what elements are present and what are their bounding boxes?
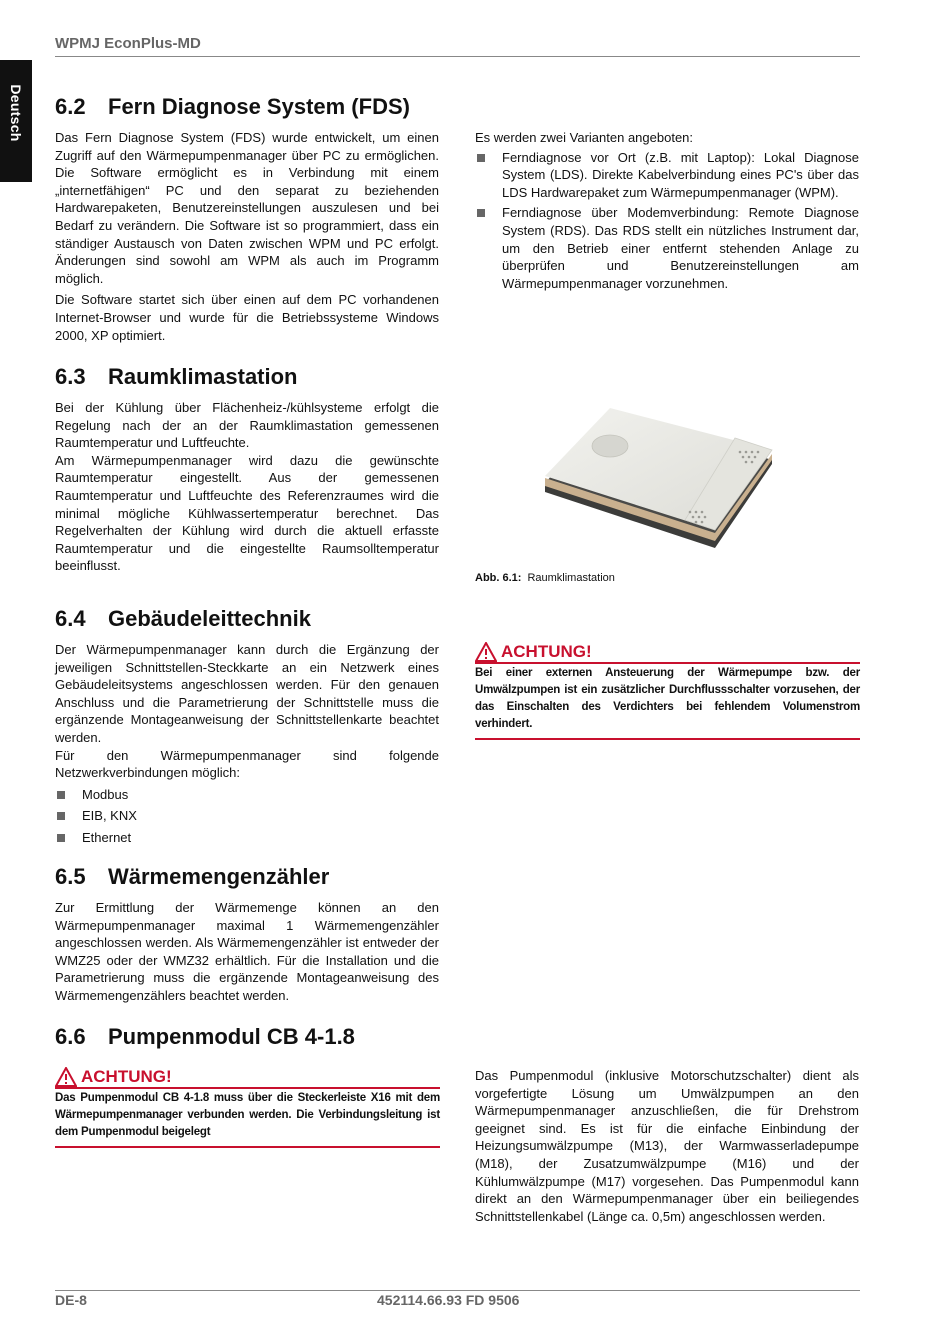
section-6-5-text — [55, 899, 439, 1009]
document-number: 452114.66.93 FD 9506 — [377, 1292, 520, 1308]
warning-triangle-icon — [475, 642, 497, 662]
paragraph: Für den Wärmepumpenmanager sind folgende Netzwerkverbindungen möglich: — [55, 747, 439, 781]
paragraph: Der Wärmepumpenmanager kann durch die Ergänzung der jeweiligen Schnittstellen-Steckkarte an ein Netzwerk eines Gebäudeleitsystems angeschlossen werden. Für den genauen Anschluss und die Parametrierung der Schnittstelle muss die ergänzende Montageanweisung der Schnittstellenkarte beachtet werden. — [55, 642, 439, 745]
warning-title: ACHTUNG! — [81, 1067, 172, 1086]
list-item: Ethernet — [55, 829, 439, 847]
header-rule — [55, 56, 860, 57]
figure-caption-text: Raumklimastation — [527, 572, 615, 584]
section-heading-6-3 — [55, 364, 298, 390]
warning-text: Bei einer externen Ansteuerung der Wärmepumpe bzw. der Umwälzpumpen ist ein zusätzlicher Durchflussschalter vorzusehen, der das Einschalten des Verdichters bei fehlendem Volumenstrom verhindert. — [475, 662, 860, 740]
section-6-3-text — [55, 399, 439, 579]
section-heading-6-5 — [55, 864, 329, 890]
warning-box-6-6 — [55, 1067, 440, 1148]
section-title: Gebäudeleittechnik — [108, 606, 311, 631]
warning-box-6-4 — [475, 642, 860, 740]
warning-header — [55, 1067, 440, 1087]
paragraph: Am Wärmepumpenmanager wird dazu die gewünschte Raumtemperatur eingestellt. Aus der gemessenen Raumtemperatur und Luftfeuchte des Referenzraumes wird die minimal mögliche Kühlwassertemperatur berechnet. Das Regelverhalten der Kühlung wird durch die aktuell erfasste Raumtemperatur und die eingestellte Raumsolltemperatur beeinflusst. — [55, 452, 439, 574]
warning-title: ACHTUNG! — [501, 642, 592, 661]
section-title: Raumklimastation — [108, 364, 298, 389]
paragraph: Es werden zwei Varianten angeboten: — [475, 130, 694, 145]
paragraph: Die Software startet sich über einen auf dem PC vorhandenen Internet-Browser und wurde für die Betriebssysteme Windows 2000, XP optimiert. — [55, 292, 439, 343]
page-number: DE-8 — [55, 1292, 87, 1308]
section-6-6-text — [475, 1067, 859, 1229]
section-6-2-text — [55, 129, 439, 348]
section-number: 6.5 — [55, 864, 86, 889]
list-item: Ferndiagnose über Modemverbindung: Remote Diagnose System (RDS). Das RDS stellt ein nützliches Instrument dar, um den Betrieb einer entfernt stehenden Anlage zu überprüfen und Benutzereinstellungen am Wärmepumpenmanager vorzunehmen. — [475, 204, 859, 292]
section-number: 6.6 — [55, 1024, 86, 1049]
room-climate-station-image — [540, 408, 780, 558]
section-title: Fern Diagnose System (FDS) — [108, 94, 410, 119]
list-item: Modbus — [55, 786, 439, 804]
side-tab-label: Deutsch — [8, 84, 24, 142]
section-6-2-variants — [475, 129, 859, 295]
paragraph: Bei der Kühlung über Flächenheiz-/kühlsysteme erfolgt die Regelung nach der an der Raumklimastation gemessenen Raumtemperatur und Luftfeuchte. — [55, 400, 439, 451]
figure-label: Abb. 6.1: — [475, 572, 522, 584]
warning-text: Das Pumpenmodul CB 4-1.8 muss über die Steckerleiste X16 mit dem Wärmepumpenmanager verbunden werden. Die Verbindungsleitung ist dem Pumpenmodul beigelegt — [55, 1087, 440, 1148]
section-heading-6-6 — [55, 1024, 355, 1050]
warning-triangle-icon — [55, 1067, 77, 1087]
language-side-tab — [0, 60, 32, 182]
section-heading-6-2 — [55, 94, 410, 120]
section-number: 6.2 — [55, 94, 86, 119]
section-heading-6-4 — [55, 606, 311, 632]
figure-caption — [475, 572, 615, 584]
section-number: 6.3 — [55, 364, 86, 389]
section-6-4-text — [55, 641, 439, 851]
document-header-title: WPMJ EconPlus-MD — [55, 35, 201, 52]
section-title: Wärmemengenzähler — [108, 864, 330, 889]
paragraph: Das Fern Diagnose System (FDS) wurde entwickelt, um einen Zugriff auf den Wärmepumpenmanager über PC zu ermöglichen. Die Software ermöglicht es in Verbindung mit einem „internetfähigen“ PC und den separat zu beziehenden Hardwarepaketen, Benutzereinstellungen auszulesen und bei Bedarf zu verändern. Die Software ist so programmiert, dass ein ständiger Austausch von Daten zwischen WPM und PC erfolgt. Änderungen sind sowohl am WPM als auch im Programm möglich. — [55, 130, 439, 286]
warning-header — [475, 642, 860, 662]
list-item: Ferndiagnose vor Ort (z.B. mit Laptop): Lokal Diagnose System (LDS). Direkte Kabelverbindung eines PC's über das LDS Hardwarepaket zum Wärmepumpenmanager (WPM). — [475, 149, 859, 202]
section-title: Pumpenmodul CB 4-1.8 — [108, 1024, 355, 1049]
paragraph: Das Pumpenmodul (inklusive Motorschutzschalter) dient als vorgefertigte Lösung um Umwälzpumpen an den Wärmepumpenmanager anzuschließen, die für Drehstrom geeignet sind. Es ist für die einfache Einbindung der Heizungsumwälzpumpe (M13), der Warmwasserladepumpe (M18), der Zusatzumwälzpumpe (M16) und der Kühlumwälzpumpe (M17) vorgesehen. Das Pumpenmodul kann direkt an den Wärmepumpenmanager über ein beiliegendes Schnittstellenkabel (Länge ca. 0,5m) angeschlossen werden. — [475, 1068, 859, 1224]
section-number: 6.4 — [55, 606, 86, 631]
paragraph: Zur Ermittlung der Wärmemenge können an den Wärmepumpenmanager maximal 1 Wärmemengenzähler angeschlossen werden. Als Wärmemengenzähler ist entweder der WMZ25 oder der WMZ32 erhältlich. Für die Installation und die Parametrierung muss die ergänzende Montageanweisung des Wärmemengenzählers beachtet werden. — [55, 900, 439, 1003]
footer-rule — [55, 1290, 860, 1291]
list-item: EIB, KNX — [55, 807, 439, 825]
